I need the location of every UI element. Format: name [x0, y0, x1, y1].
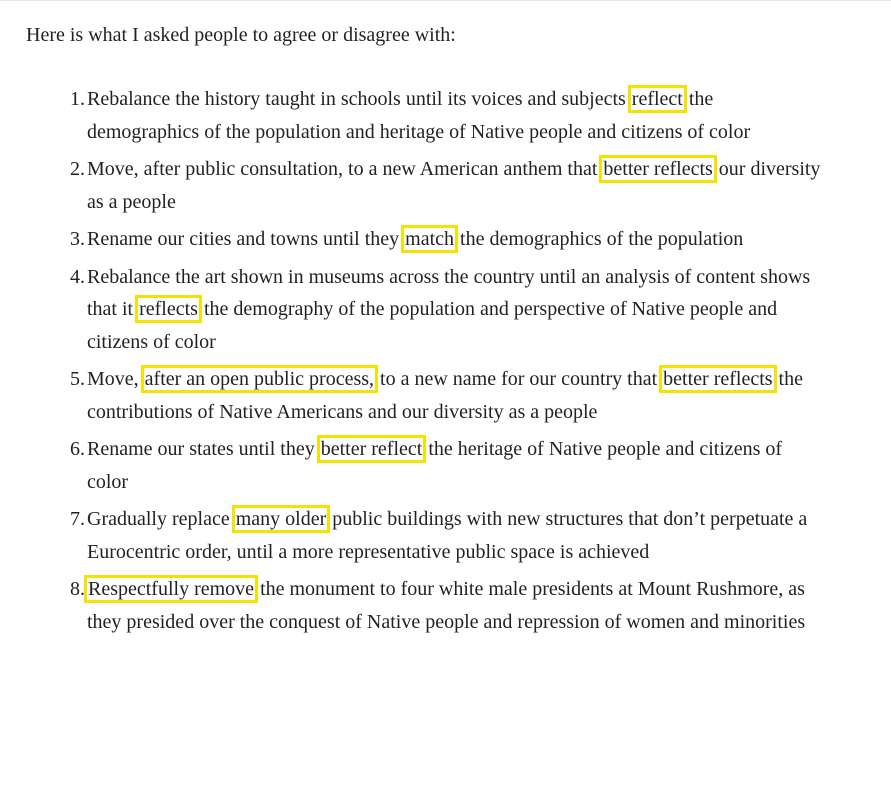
item-text: the monument to four white male presidents at Mount Rushmore, as they presided over the conquest of Native people and repression of women and minorities: [87, 578, 806, 633]
list-item: [70, 573, 827, 638]
item-number: 6.: [70, 438, 85, 460]
intro-text: Here is what I asked people to agree or disagree with:: [26, 24, 456, 46]
item-number: 8.: [70, 578, 85, 600]
item-number: 4.: [70, 265, 85, 288]
item-text: Move,: [87, 368, 144, 390]
item-text: Rebalance the history taught in schools until its voices and subjects: [87, 88, 631, 110]
item-text: Move, after public consultation, to a new American anthem that: [87, 158, 603, 180]
list-item: [70, 433, 827, 498]
item-text: Rebalance the art shown in museums across the country until an analysis of content shows that it: [87, 265, 811, 320]
list-item: [70, 261, 827, 359]
item-number: 3.: [70, 228, 85, 250]
item-number: 2.: [70, 158, 85, 180]
highlighted-phrase: reflect: [631, 88, 683, 110]
highlighted-phrase: after an open public process,: [144, 368, 375, 390]
highlighted-phrase: match: [405, 228, 455, 250]
item-text: the demographics of the population: [455, 228, 744, 250]
list-item: [70, 223, 827, 256]
item-text: public buildings with new structures that don’t perpetuate a Eurocentric order, until a more representative public space is achieved: [87, 508, 808, 563]
item-number: 7.: [70, 508, 85, 530]
item-text: Rename our cities and towns until they: [87, 228, 405, 250]
list-item: [70, 363, 827, 428]
item-number: 5.: [70, 368, 85, 390]
item-text: the heritage of Native people and citizens of color: [87, 438, 783, 493]
top-divider: [0, 0, 891, 1]
item-number: 1.: [70, 88, 85, 110]
list-item: [70, 503, 827, 568]
statement-list: [70, 83, 827, 643]
list-item: [70, 83, 827, 148]
item-text: the contributions of Native Americans and our diversity as a people: [87, 368, 803, 423]
item-text: Rename our states until they: [87, 438, 320, 460]
highlighted-phrase: Respectfully remove: [88, 578, 255, 600]
list-item: [70, 153, 827, 218]
highlighted-phrase: many older: [235, 508, 327, 530]
item-text: to a new name for our country that: [375, 368, 663, 390]
highlighted-phrase: better reflect: [320, 438, 423, 460]
highlighted-phrase: better reflects: [663, 368, 773, 390]
highlighted-phrase: reflects: [139, 298, 198, 320]
highlighted-phrase: better reflects: [603, 158, 713, 180]
item-text: Gradually replace: [87, 508, 235, 530]
item-text: the demography of the population and perspective of Native people and citizens of color: [87, 298, 778, 353]
item-text: the demographics of the population and heritage of Native people and citizens of color: [87, 88, 751, 143]
item-text: our diversity as a people: [87, 158, 821, 213]
